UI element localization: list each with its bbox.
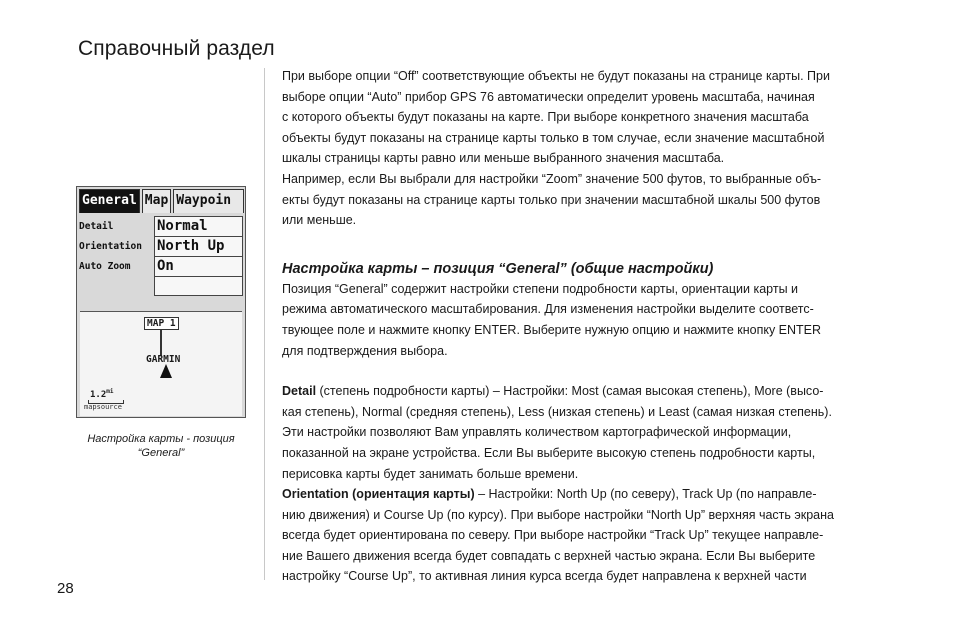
setting-value-orientation: North Up [154, 236, 243, 256]
orientation-text: – Настройки: North Up (по северу), Track Up (по направле- нию движения) и Course Up (по курсу). При выборе настройки “North Up” верхняя часть экрана всегда будет ориентирована по северу. При выборе настройки “Track Up” текущее направле- ние Вашего движения всегда будет совпадать с верхней частью экрана. Если Вы выберите настройку “Course Up”, то активная линия курса всегда будет направлена к верхней части [282, 487, 834, 584]
tab-general: General [79, 189, 140, 213]
position-arrow-icon [160, 364, 172, 378]
setting-label-detail: Detail [79, 220, 114, 232]
setting-row-empty [79, 276, 243, 296]
section-title: Справочный раздел [78, 37, 275, 60]
page-number: 28 [57, 580, 74, 597]
figure-caption: Настройка карты - позиция “General” [87, 433, 235, 459]
detail-paragraph [282, 381, 892, 484]
map-city-label: GARMIN [146, 354, 181, 365]
orientation-paragraph [282, 484, 892, 587]
map-preview [80, 311, 242, 416]
device-screenshot [76, 186, 246, 418]
setting-label-auto-zoom: Auto Zoom [79, 260, 131, 272]
setting-row-orientation [79, 236, 243, 256]
mapsource-label: mapsource [84, 403, 122, 411]
map-scale-unit: mi [106, 388, 114, 395]
column-divider [264, 68, 265, 580]
setting-row-detail [79, 216, 243, 236]
detail-text: (степень подробности карты) – Настройки: Most (самая высокая степень), More (высо- кая степень), Normal (средняя степень), Less (низкая степень) и Least (самая низкая степень). Эти настройки позволяют Вам управлять количеством картографической информации, показанной на экране устройства. Если Вы выберите высокую степень подробности карты, перисовка карты будет занимать больше времени. [282, 384, 832, 481]
general-paragraph: Позиция “General” содержит настройки степени подробности карты, ориентации карты и режима автоматического масштабирования. Для изменения настройки выделите соответс- твующее поле и нажмите кнопку ENTER. Выберите нужную опцию и нажмите кнопку ENTER для подтверждения выбора. [282, 281, 822, 358]
tab-waypoints: Waypoin [173, 189, 244, 213]
map-route-line [160, 330, 162, 356]
tab-map: Map [142, 189, 171, 213]
setting-value-auto-zoom: On [154, 256, 243, 276]
intro-paragraph: При выборе опции “Off” соответствующие объекты не будут показаны на странице карты. При выборе опции “Auto” прибор GPS 76 автоматически определит уровень масштаба, начиная с которого объекты будут показаны на карте. При выборе конкретного значения масштаба объекты будут показаны на странице карты только в том случае, если значение масштабной шкалы страницы карты равно или меньше выбранного значения масштаба. Например, если Вы выбрали для настройки “Zoom” значение 500 футов, то выбранные объ- екты будут показаны на странице карты только при значении масштабной шкалы 500 футов или меньше. [282, 69, 830, 228]
body-text [282, 66, 892, 587]
orientation-term: Orientation (ориентация карты) [282, 487, 475, 502]
setting-value-empty [154, 276, 243, 296]
device-tab-bar [77, 187, 245, 213]
subheading: Настройка карты – позиция “General” (общие настройки) [282, 260, 714, 277]
map-scale [90, 388, 114, 400]
map-label: MAP 1 [144, 317, 179, 330]
setting-row-auto-zoom [79, 256, 243, 276]
detail-term: Detail [282, 384, 317, 399]
settings-table [77, 213, 245, 309]
setting-label-orientation: Orientation [79, 240, 142, 252]
setting-value-detail: Normal [154, 216, 243, 236]
map-scale-value: 1.2 [90, 390, 107, 400]
